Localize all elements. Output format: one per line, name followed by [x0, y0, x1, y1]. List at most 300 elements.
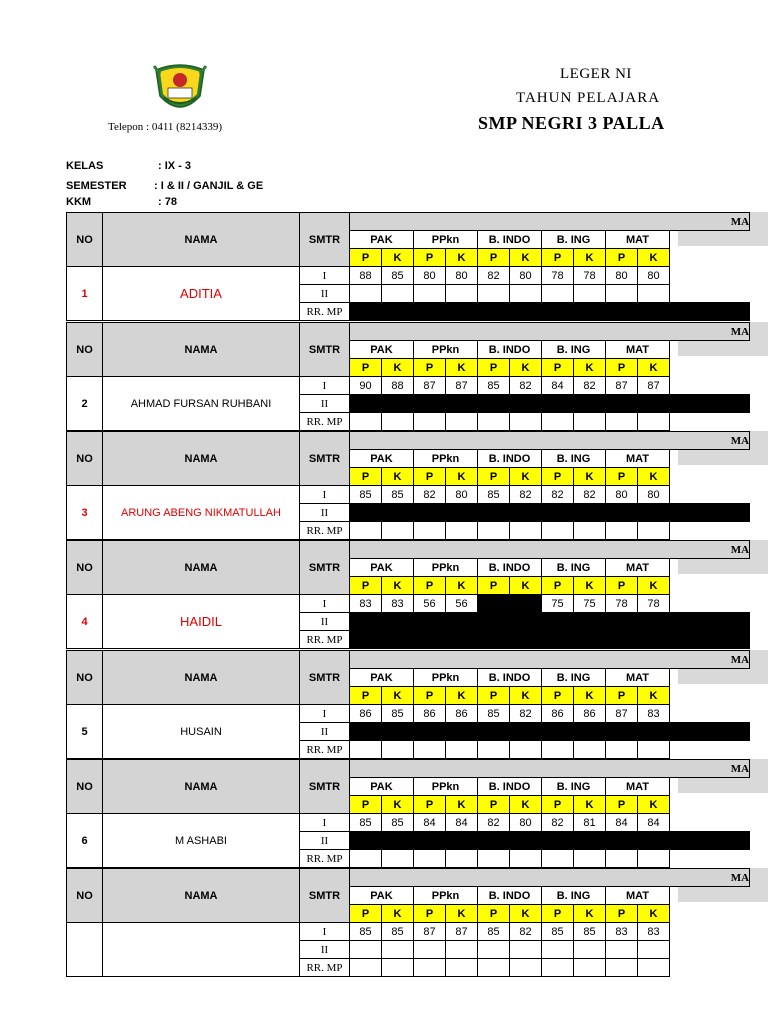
- average-cell: [478, 522, 510, 540]
- subject-header: PPkn: [414, 559, 478, 577]
- grade-cell: 84: [446, 814, 478, 832]
- student-grade-table: [66, 868, 750, 977]
- grade-cell: 85: [382, 486, 414, 504]
- semester-label: II: [300, 504, 350, 522]
- grade-cell: 83: [638, 705, 670, 723]
- grade-cell: 87: [606, 705, 638, 723]
- blank-cell: [670, 814, 750, 832]
- p-header: P: [414, 687, 446, 705]
- grade-cell: 85: [350, 486, 382, 504]
- average-cell: [478, 850, 510, 868]
- grade-cell: 85: [478, 377, 510, 395]
- column-header-no: NO: [67, 651, 103, 705]
- average-cell: [414, 959, 446, 977]
- grade-cell: 84: [638, 814, 670, 832]
- blank-cell: [670, 450, 750, 468]
- student-block: [66, 759, 750, 868]
- p-header: P: [414, 468, 446, 486]
- grade-cell: [638, 285, 670, 303]
- average-cell: [542, 959, 574, 977]
- student-grade-table: [66, 322, 750, 431]
- grade-cell: [574, 285, 606, 303]
- k-header: K: [446, 249, 478, 267]
- blank-cell: [670, 377, 750, 395]
- p-header: P: [542, 359, 574, 377]
- subject-header: B. ING: [542, 231, 606, 249]
- average-cell: [510, 959, 542, 977]
- k-header: K: [510, 468, 542, 486]
- grade-cell: 82: [574, 486, 606, 504]
- average-cell: [382, 741, 414, 759]
- subject-header: PPkn: [414, 887, 478, 905]
- column-header-nama: NAMA: [103, 541, 300, 595]
- grade-cell: 87: [606, 377, 638, 395]
- column-header-nama: NAMA: [103, 760, 300, 814]
- subject-group-band: MA: [350, 432, 750, 450]
- grade-cell: 88: [350, 267, 382, 285]
- p-header: P: [350, 359, 382, 377]
- blank-cell: [670, 522, 750, 540]
- grade-cell: 88: [382, 377, 414, 395]
- semester-2-blank: [350, 832, 750, 850]
- p-header: P: [350, 905, 382, 923]
- p-header: P: [606, 249, 638, 267]
- grade-cell: 85: [478, 923, 510, 941]
- subject-header: B. ING: [542, 341, 606, 359]
- column-header-smtr: SMTR: [300, 432, 350, 486]
- k-header: K: [510, 249, 542, 267]
- grade-cell: [510, 285, 542, 303]
- k-header: K: [382, 905, 414, 923]
- student-name: ARUNG ABENG NIKMATULLAH: [103, 486, 300, 540]
- semester-label: II: [300, 613, 350, 631]
- blank-cell: [670, 669, 750, 687]
- p-header: P: [542, 249, 574, 267]
- grade-cell: [606, 285, 638, 303]
- grade-cell: 86: [574, 705, 606, 723]
- semester-value: : I & II / GANJIL & GE: [154, 180, 264, 192]
- average-cell: [414, 850, 446, 868]
- average-cell: [606, 522, 638, 540]
- subject-header: MAT: [606, 778, 670, 796]
- student-number: 3: [67, 486, 103, 540]
- blank-cell: [670, 285, 750, 303]
- k-header: K: [446, 468, 478, 486]
- subject-header: MAT: [606, 341, 670, 359]
- subject-group-band: MA: [350, 869, 750, 887]
- grade-cell: 82: [478, 814, 510, 832]
- blank-cell: [670, 850, 750, 868]
- grade-cell: 81: [574, 814, 606, 832]
- average-cell: [382, 959, 414, 977]
- grade-cell: [478, 285, 510, 303]
- subject-header: B. ING: [542, 669, 606, 687]
- average-cell: [446, 522, 478, 540]
- k-header: K: [574, 468, 606, 486]
- student-name: HUSAIN: [103, 705, 300, 759]
- p-header: P: [414, 249, 446, 267]
- grade-cell: 84: [542, 377, 574, 395]
- grade-cell: 80: [606, 267, 638, 285]
- column-header-no: NO: [67, 541, 103, 595]
- average-cell: [542, 522, 574, 540]
- column-header-nama: NAMA: [103, 651, 300, 705]
- subject-group-band: MA: [350, 541, 750, 559]
- k-header: K: [638, 249, 670, 267]
- average-cell: [350, 741, 382, 759]
- k-header: K: [510, 687, 542, 705]
- grade-cell: 78: [542, 267, 574, 285]
- grade-cell: 82: [510, 705, 542, 723]
- subject-header: PPkn: [414, 669, 478, 687]
- average-cell: [574, 959, 606, 977]
- p-header: P: [542, 687, 574, 705]
- average-cell: [606, 850, 638, 868]
- average-cell: [606, 741, 638, 759]
- k-header: K: [382, 249, 414, 267]
- k-header: K: [574, 577, 606, 595]
- subject-header: PAK: [350, 231, 414, 249]
- average-cell: [382, 522, 414, 540]
- subject-header: PPkn: [414, 778, 478, 796]
- academic-year: TAHUN PELAJARA: [516, 90, 661, 106]
- p-header: P: [542, 796, 574, 814]
- grade-cell: 80: [638, 267, 670, 285]
- grade-cell: [382, 285, 414, 303]
- average-cell: [446, 413, 478, 431]
- semester-label: I: [300, 923, 350, 941]
- semester-label: I: [300, 267, 350, 285]
- grade-cell: 80: [510, 814, 542, 832]
- average-cell: [382, 413, 414, 431]
- subject-header: PAK: [350, 559, 414, 577]
- grade-cell: 82: [510, 377, 542, 395]
- column-header-nama: NAMA: [103, 869, 300, 923]
- grade-cell: [542, 285, 574, 303]
- rr-label: RR. MP: [300, 850, 350, 868]
- p-header: P: [350, 796, 382, 814]
- student-number: 6: [67, 814, 103, 868]
- student-number: 4: [67, 595, 103, 649]
- semester-label: II: [300, 832, 350, 850]
- grade-cell: 85: [350, 923, 382, 941]
- grade-cell: [446, 941, 478, 959]
- kkm-value: : 78: [158, 196, 177, 208]
- semester-label: I: [300, 595, 350, 613]
- rr-label: RR. MP: [300, 959, 350, 977]
- kkm-label: KKM: [66, 196, 92, 208]
- subject-group-band: MA: [350, 323, 750, 341]
- grade-cell: 82: [574, 377, 606, 395]
- p-header: P: [606, 687, 638, 705]
- k-header: K: [382, 796, 414, 814]
- average-cell: [350, 522, 382, 540]
- student-number: [67, 923, 103, 977]
- subject-header: PAK: [350, 341, 414, 359]
- average-cell: [574, 850, 606, 868]
- grade-cell: 78: [574, 267, 606, 285]
- average-cell: [478, 741, 510, 759]
- grade-cell: 84: [606, 814, 638, 832]
- rr-label: RR. MP: [300, 631, 350, 649]
- grade-cell: [478, 595, 510, 613]
- rr-label: RR. MP: [300, 413, 350, 431]
- rr-label: RR. MP: [300, 741, 350, 759]
- average-cell: [638, 959, 670, 977]
- semester-2-blank: [350, 613, 750, 631]
- p-header: P: [414, 577, 446, 595]
- subject-header: B. INDO: [478, 887, 542, 905]
- column-header-smtr: SMTR: [300, 323, 350, 377]
- student-name: HAIDIL: [103, 595, 300, 649]
- average-cell: [414, 522, 446, 540]
- blank-cell: [670, 687, 750, 705]
- grade-cell: [510, 595, 542, 613]
- column-header-no: NO: [67, 760, 103, 814]
- average-cell: [510, 522, 542, 540]
- rr-label: RR. MP: [300, 303, 350, 321]
- kelas-value: : IX - 3: [158, 160, 192, 172]
- grade-cell: 82: [542, 814, 574, 832]
- blank-cell: [670, 741, 750, 759]
- p-header: P: [478, 249, 510, 267]
- grade-cell: 80: [606, 486, 638, 504]
- grade-cell: 86: [446, 705, 478, 723]
- semester-label: II: [300, 285, 350, 303]
- p-header: P: [478, 687, 510, 705]
- blank-cell: [670, 796, 750, 814]
- blank-cell: [670, 778, 750, 796]
- grade-cell: 78: [606, 595, 638, 613]
- student-block: [66, 650, 750, 759]
- k-header: K: [574, 687, 606, 705]
- subject-header: MAT: [606, 231, 670, 249]
- grade-cell: 56: [446, 595, 478, 613]
- grade-cell: 87: [446, 377, 478, 395]
- blank-cell: [670, 359, 750, 377]
- student-number: 5: [67, 705, 103, 759]
- student-block: [66, 868, 750, 977]
- subject-header: PPkn: [414, 450, 478, 468]
- blank-cell: [670, 486, 750, 504]
- blank-cell: [670, 959, 750, 977]
- grade-cell: 85: [478, 705, 510, 723]
- student-block: [66, 212, 750, 321]
- blank-cell: [670, 559, 750, 577]
- p-header: P: [350, 468, 382, 486]
- k-header: K: [638, 796, 670, 814]
- p-header: P: [542, 905, 574, 923]
- grade-cell: 87: [414, 923, 446, 941]
- subject-header: B. INDO: [478, 450, 542, 468]
- subject-header: B. ING: [542, 450, 606, 468]
- grade-cell: 87: [446, 923, 478, 941]
- average-cell: [446, 741, 478, 759]
- k-header: K: [446, 359, 478, 377]
- student-block: [66, 540, 750, 649]
- blank-cell: [670, 413, 750, 431]
- grade-cell: 82: [510, 923, 542, 941]
- subject-header: B. INDO: [478, 341, 542, 359]
- subject-group-band: MA: [350, 760, 750, 778]
- average-cell: [638, 850, 670, 868]
- grade-cell: [510, 941, 542, 959]
- subject-header: B. ING: [542, 559, 606, 577]
- average-cell: [574, 741, 606, 759]
- p-header: P: [350, 687, 382, 705]
- average-cell: [638, 413, 670, 431]
- k-header: K: [638, 687, 670, 705]
- p-header: P: [414, 359, 446, 377]
- average-cell: [606, 413, 638, 431]
- student-grade-table: [66, 759, 750, 868]
- grade-cell: 75: [574, 595, 606, 613]
- semester-2-blank: [350, 723, 750, 741]
- p-header: P: [606, 796, 638, 814]
- subject-header: MAT: [606, 450, 670, 468]
- grade-cell: 86: [542, 705, 574, 723]
- p-header: P: [606, 577, 638, 595]
- subject-header: MAT: [606, 559, 670, 577]
- student-name: [103, 923, 300, 977]
- p-header: P: [478, 577, 510, 595]
- column-header-smtr: SMTR: [300, 760, 350, 814]
- average-cell: [478, 413, 510, 431]
- column-header-no: NO: [67, 432, 103, 486]
- k-header: K: [574, 905, 606, 923]
- blank-cell: [670, 577, 750, 595]
- blank-cell: [670, 595, 750, 613]
- k-header: K: [382, 468, 414, 486]
- subject-group-band: MA: [350, 651, 750, 669]
- blank-cell: [670, 887, 750, 905]
- p-header: P: [542, 577, 574, 595]
- semester-label: I: [300, 814, 350, 832]
- average-cell: [510, 850, 542, 868]
- semester-label: I: [300, 486, 350, 504]
- grade-cell: [574, 941, 606, 959]
- average-cell: [574, 413, 606, 431]
- k-header: K: [574, 249, 606, 267]
- k-header: K: [574, 359, 606, 377]
- column-header-nama: NAMA: [103, 432, 300, 486]
- p-header: P: [414, 905, 446, 923]
- average-cell: [638, 741, 670, 759]
- grade-cell: 80: [510, 267, 542, 285]
- k-header: K: [382, 359, 414, 377]
- grade-cell: 86: [350, 705, 382, 723]
- student-grade-table: [66, 540, 750, 649]
- k-header: K: [638, 905, 670, 923]
- k-header: K: [446, 905, 478, 923]
- student-block: [66, 431, 750, 540]
- student-grade-table: [66, 212, 750, 321]
- subject-header: MAT: [606, 887, 670, 905]
- grade-cell: [446, 285, 478, 303]
- subject-header: B. INDO: [478, 778, 542, 796]
- grade-cell: 83: [638, 923, 670, 941]
- grade-cell: 85: [542, 923, 574, 941]
- grade-cell: 82: [542, 486, 574, 504]
- grade-cell: [606, 941, 638, 959]
- grade-cell: 80: [446, 486, 478, 504]
- average-cell: [606, 959, 638, 977]
- semester-label: I: [300, 377, 350, 395]
- subject-header: PAK: [350, 669, 414, 687]
- average-cell: [638, 522, 670, 540]
- grade-cell: [350, 941, 382, 959]
- subject-header: B. ING: [542, 887, 606, 905]
- subject-header: PPkn: [414, 341, 478, 359]
- student-number: 1: [67, 267, 103, 321]
- grade-cell: 87: [414, 377, 446, 395]
- semester-label: I: [300, 705, 350, 723]
- p-header: P: [606, 359, 638, 377]
- k-header: K: [446, 687, 478, 705]
- k-header: K: [510, 905, 542, 923]
- average-cell: [446, 850, 478, 868]
- blank-cell: [670, 267, 750, 285]
- subject-header: PPkn: [414, 231, 478, 249]
- subject-header: PAK: [350, 450, 414, 468]
- semester-label: SEMESTER: [66, 180, 127, 192]
- grade-cell: [414, 941, 446, 959]
- p-header: P: [606, 905, 638, 923]
- k-header: K: [510, 359, 542, 377]
- semester-2-blank: [350, 504, 750, 522]
- grade-cell: 83: [382, 595, 414, 613]
- k-header: K: [382, 577, 414, 595]
- student-grade-table: [66, 431, 750, 540]
- grade-cell: 85: [382, 705, 414, 723]
- column-header-smtr: SMTR: [300, 869, 350, 923]
- student-number: 2: [67, 377, 103, 431]
- average-cell: [542, 741, 574, 759]
- blank-cell: [670, 923, 750, 941]
- grade-cell: 87: [638, 377, 670, 395]
- grade-cell: 85: [382, 923, 414, 941]
- subject-group-band: MA: [350, 213, 750, 231]
- blank-cell: [670, 249, 750, 267]
- semester-label: II: [300, 395, 350, 413]
- column-header-no: NO: [67, 213, 103, 267]
- school-name: SMP NEGRI 3 PALLA: [478, 113, 665, 133]
- grade-cell: 82: [478, 267, 510, 285]
- blank-cell: [670, 231, 750, 249]
- p-header: P: [478, 468, 510, 486]
- column-header-smtr: SMTR: [300, 213, 350, 267]
- average-cell: [478, 959, 510, 977]
- average-cell: [350, 959, 382, 977]
- average-cell: [542, 413, 574, 431]
- grade-cell: 84: [414, 814, 446, 832]
- telephone: Telepon : 0411 (8214339): [108, 121, 222, 133]
- average-row-blank: [350, 303, 750, 321]
- blank-cell: [670, 941, 750, 959]
- column-header-nama: NAMA: [103, 213, 300, 267]
- k-header: K: [638, 359, 670, 377]
- k-header: K: [574, 796, 606, 814]
- student-name: ADITIA: [103, 267, 300, 321]
- p-header: P: [350, 577, 382, 595]
- column-header-nama: NAMA: [103, 323, 300, 377]
- k-header: K: [446, 796, 478, 814]
- average-cell: [382, 850, 414, 868]
- blank-cell: [670, 468, 750, 486]
- p-header: P: [542, 468, 574, 486]
- rr-label: RR. MP: [300, 522, 350, 540]
- grade-cell: 82: [510, 486, 542, 504]
